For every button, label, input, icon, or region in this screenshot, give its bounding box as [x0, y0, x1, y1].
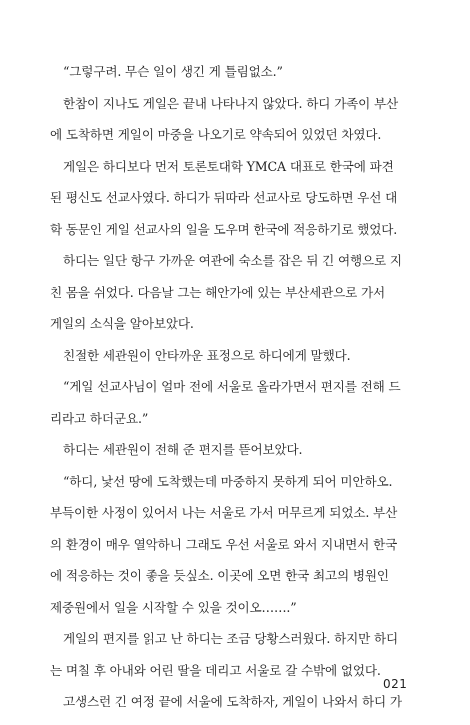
text-line: 고생스런 긴 여정 끝에 서울에 도착하자, 게일이 나와서 하디 가: [63, 694, 402, 709]
text-line: 에 도착하면 게일이 마중을 나오기로 약속되어 있었던 차였다.: [50, 127, 382, 142]
text-line: “그렇구려. 무슨 일이 생긴 게 틀림없소.”: [63, 64, 283, 79]
text-line: 게일은 하디보다 먼저 토론토대학 YMCA 대표로 한국에 파견: [63, 158, 394, 174]
text-line: 한참이 지나도 게일은 끝내 나타나지 않았다. 하디 가족이 부산: [63, 95, 399, 111]
text-line: 친절한 세관원이 안타까운 표정으로 하디에게 말했다.: [63, 347, 351, 363]
body-text: [50, 56, 426, 718]
text-line: 게일의 편지를 읽고 난 하디는 조금 당황스러웠다. 하지만 하디: [63, 631, 399, 646]
text-line: 친 몸을 쉬었다. 다음날 그는 해안가에 있는 부산세관으로 가서: [50, 284, 386, 300]
text-line: “하디, 낯선 땅에 도착했는데 마중하지 못하게 되어 미안하오.: [63, 473, 393, 489]
text-line: 에 적응하는 것이 좋을 듯싶소. 이곳에 오면 한국 최고의 병원인: [50, 568, 389, 583]
text-line: 된 평신도 선교사였다. 하디가 뒤따라 선교사로 당도하면 우선 대: [50, 190, 398, 205]
text-line: 게일의 소식을 알아보았다.: [50, 316, 194, 331]
text-line: 부득이한 사정이 있어서 나는 서울로 가서 머무르게 되었소. 부산: [50, 505, 398, 520]
text-line: 제중원에서 일을 시작할 수 있을 것이오…….”: [50, 599, 297, 615]
text-line: 하디는 일단 항구 가까운 여관에 숙소를 잡은 뒤 긴 여행으로 지: [63, 253, 402, 268]
page-number: 021: [383, 677, 408, 691]
text-line: 리라고 하더군요.”: [50, 410, 149, 426]
text-line: 하디는 세관원이 전해 준 편지를 뜯어보았다.: [63, 442, 303, 457]
text-line: 학 동문인 게일 선교사의 일을 도우며 한국에 적응하기로 했었다.: [50, 221, 398, 237]
text-line: 의 환경이 매우 열악하니 그래도 우선 서울로 와서 지내면서 한국: [50, 536, 398, 552]
text-line: “게일 선교사님이 얼마 전에 서울로 올라가면서 편지를 전해 드: [63, 379, 401, 394]
text-line: 는 며칠 후 아내와 어린 딸을 데리고 서울로 갈 수밖에 없었다.: [50, 662, 381, 678]
